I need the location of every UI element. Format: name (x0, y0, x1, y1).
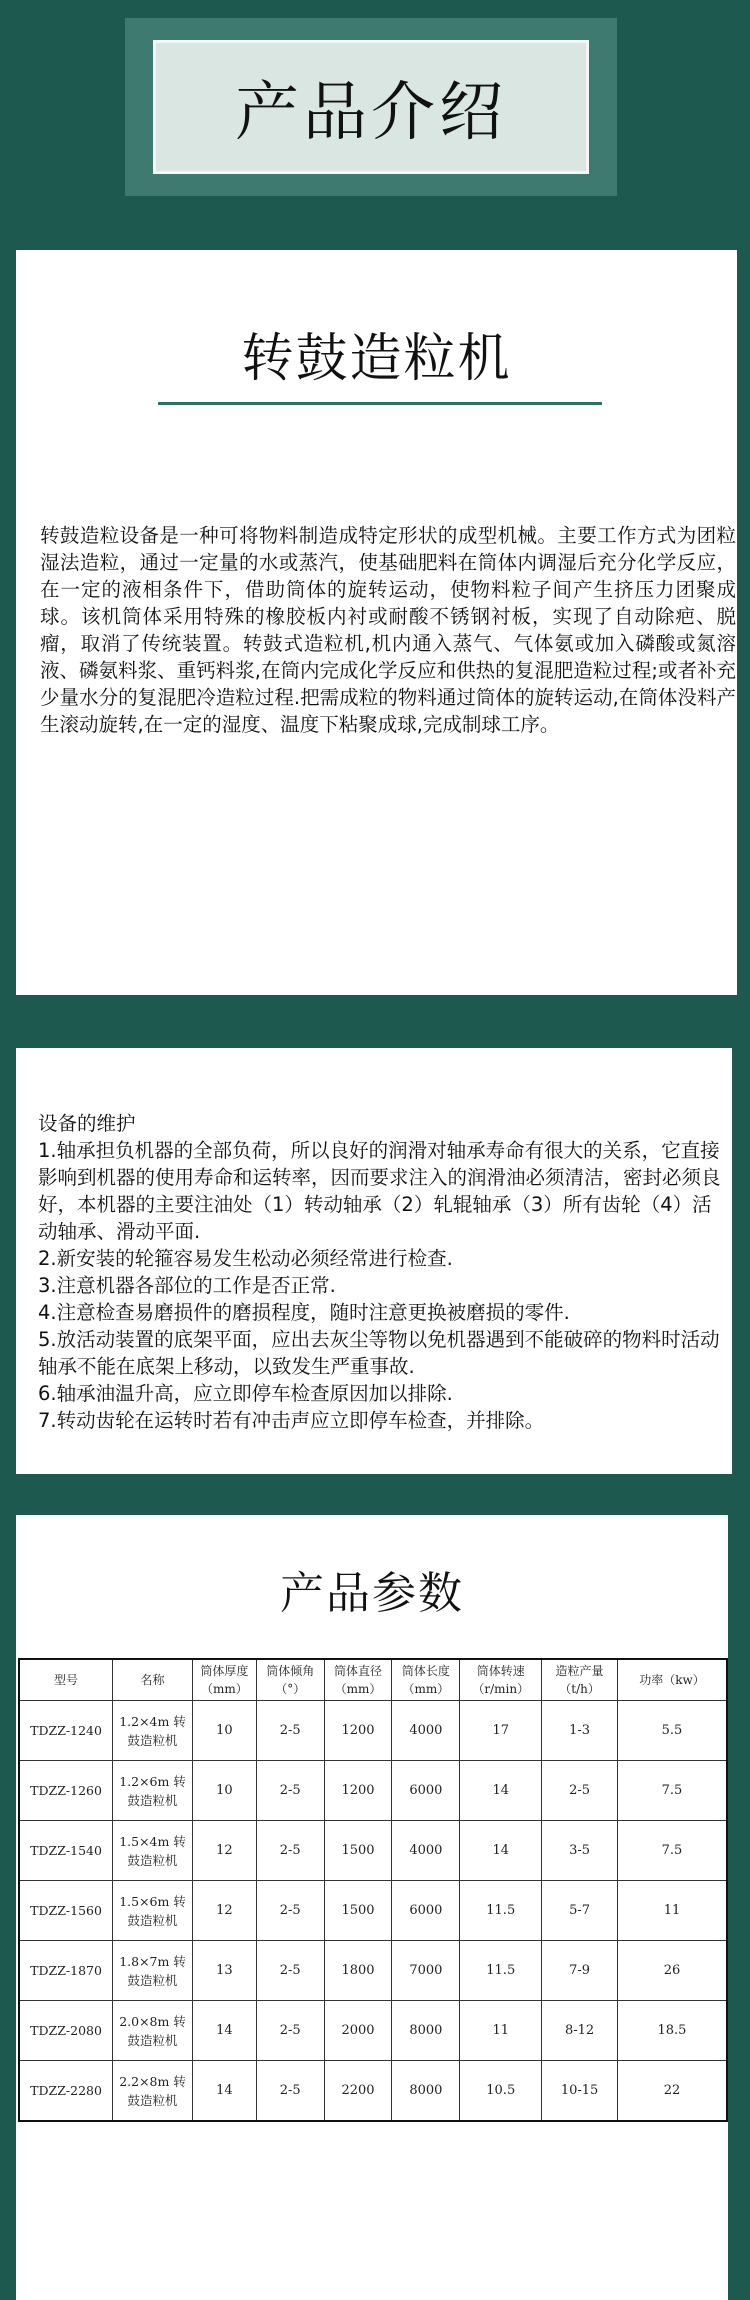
column-header: 筒体厚度（mm） (192, 1659, 256, 1701)
maintenance-item: 2.新安装的轮箍容易发生松动必须经常进行检查. (38, 1247, 453, 1270)
table-cell: 14 (460, 1761, 542, 1821)
table-cell: 3-5 (542, 1821, 618, 1881)
table-cell: 11.5 (460, 1941, 542, 2001)
table-cell: 1-3 (542, 1701, 618, 1761)
table-row (19, 1941, 727, 2001)
spec-table (18, 1658, 728, 2122)
table-cell: 1200 (324, 1701, 392, 1761)
table-cell: 13 (192, 1941, 256, 2001)
column-header: 功率（kw） (617, 1659, 727, 1701)
maintenance-list (38, 1137, 728, 1434)
table-cell: 1500 (324, 1881, 392, 1941)
table-cell: TDZZ-1540 (19, 1821, 113, 1881)
table-cell: 14 (192, 2001, 256, 2061)
table-row (19, 1761, 727, 1821)
table-cell: 2-5 (256, 1941, 324, 2001)
table-cell: 7-9 (542, 1941, 618, 2001)
table-cell: 2-5 (256, 2061, 324, 2122)
table-cell: 12 (192, 1821, 256, 1881)
table-cell: 14 (460, 1821, 542, 1881)
table-cell: 4000 (392, 1821, 460, 1881)
table-cell: 2200 (324, 2061, 392, 2122)
table-cell: 6000 (392, 1761, 460, 1821)
table-cell: 2000 (324, 2001, 392, 2061)
maintenance-item: 1.轴承担负机器的全部负荷，所以良好的润滑对轴承寿命有很大的关系，它直接影响到机器的使用寿命和运转率，因而要求注入的润滑油必须清洁，密封必须良好，本机器的主要注油处（1）转动轴承（2）轧辊轴承（3）所有齿轮（4）活动轴承、滑动平面. (38, 1139, 721, 1243)
table-cell: 6000 (392, 1881, 460, 1941)
table-cell: 11.5 (460, 1881, 542, 1941)
table-cell: 11 (617, 1881, 727, 1941)
maintenance-item: 5.放活动装置的底架平面，应出去灰尘等物以免机器遇到不能破碎的物料时活动轴承不能在底架上移动，以致发生严重事故. (38, 1328, 720, 1378)
table-cell: TDZZ-1560 (19, 1881, 113, 1941)
table-cell: 4000 (392, 1701, 460, 1761)
table-cell: 14 (192, 2061, 256, 2122)
table-cell: 1500 (324, 1821, 392, 1881)
column-header: 筒体长度（mm） (392, 1659, 460, 1701)
table-cell: TDZZ-1260 (19, 1761, 113, 1821)
table-row (19, 1701, 727, 1761)
table-cell: 12 (192, 1881, 256, 1941)
column-header: 筒体倾角（°） (256, 1659, 324, 1701)
column-header: 造粒产量（t/h） (542, 1659, 618, 1701)
maintenance-item: 7.转动齿轮在运转时若有冲击声应立即停车检查，并排除。 (38, 1409, 545, 1432)
header-banner (125, 18, 617, 196)
table-cell: 2-5 (256, 2001, 324, 2061)
table-cell: 10 (192, 1701, 256, 1761)
table-cell: 8-12 (542, 2001, 618, 2061)
title-divider (158, 402, 602, 405)
table-cell: 2-5 (256, 1821, 324, 1881)
table-cell: 10.5 (460, 2061, 542, 2122)
table-cell: 1.2×4m 转鼓造粒机 (113, 1701, 193, 1761)
maintenance-item: 6.轴承油温升高，应立即停车检查原因加以排除. (38, 1382, 453, 1405)
table-row (19, 1881, 727, 1941)
table-cell: 2.2×8m 转鼓造粒机 (113, 2061, 193, 2122)
maintenance-item: 3.注意机器各部位的工作是否正常. (38, 1274, 336, 1297)
table-cell: 17 (460, 1701, 542, 1761)
maintenance-title: 设备的维护 (38, 1112, 136, 1135)
table-cell: 2-5 (542, 1761, 618, 1821)
maintenance-item: 4.注意检查易磨损件的磨损程度，随时注意更换被磨损的零件. (38, 1301, 570, 1324)
table-cell: 5.5 (617, 1701, 727, 1761)
table-cell: 22 (617, 2061, 727, 2122)
product-name: 转鼓造粒机 (241, 329, 512, 389)
table-cell: 26 (617, 1941, 727, 2001)
params-title: 产品参数 (280, 1568, 464, 1619)
table-cell: 10-15 (542, 2061, 618, 2122)
table-cell: 2.0×8m 转鼓造粒机 (113, 2001, 193, 2061)
table-cell: 2-5 (256, 1701, 324, 1761)
table-cell: 8000 (392, 2001, 460, 2061)
table-cell: TDZZ-1240 (19, 1701, 113, 1761)
table-row (19, 1821, 727, 1881)
params-card (16, 1515, 728, 2300)
table-cell: 7.5 (617, 1761, 727, 1821)
table-cell: 11 (460, 2001, 542, 2061)
column-header: 筒体转速（r/min） (460, 1659, 542, 1701)
table-cell: 1.5×4m 转鼓造粒机 (113, 1821, 193, 1881)
product-description: 转鼓造粒设备是一种可将物料制造成特定形状的成型机械。主要工作方式为团粒湿法造粒，通过一定量的水或蒸汽，使基础肥料在筒体内调湿后充分化学反应，在一定的液相条件下，借助筒体的旋转运动，使物料粒子间产生挤压力团聚成球。该机筒体采用特殊的橡胶板内衬或耐酸不锈钢衬板，实现了自动除疤、脱瘤，取消了传统装置。转鼓式造粒机,机内通入蒸气、气体氨或加入磷酸或氮溶液、磷氨料浆、重钙料浆,在筒内完成化学反应和供热的复混肥造粒过程;或者补充少量水分的复混肥冷造粒过程.把需成粒的物料通过筒体的旋转运动,在筒体没料产生滚动旋转,在一定的湿度、温度下粘聚成球,完成制球工序。 (40, 524, 736, 736)
table-cell: 2-5 (256, 1881, 324, 1941)
table-cell: 18.5 (617, 2001, 727, 2061)
table-cell: 1.2×6m 转鼓造粒机 (113, 1761, 193, 1821)
table-cell: 1.8×7m 转鼓造粒机 (113, 1941, 193, 2001)
table-row (19, 2061, 727, 2122)
table-cell: 7000 (392, 1941, 460, 2001)
table-cell: 1800 (324, 1941, 392, 2001)
table-header-row (19, 1659, 727, 1701)
table-cell: 8000 (392, 2061, 460, 2122)
table-cell: TDZZ-1870 (19, 1941, 113, 2001)
intro-card (16, 250, 737, 995)
table-cell: 1200 (324, 1761, 392, 1821)
header-title-box (153, 40, 589, 174)
table-row (19, 2001, 727, 2061)
column-header: 筒体直径（mm） (324, 1659, 392, 1701)
table-cell: 7.5 (617, 1821, 727, 1881)
column-header: 型号 (19, 1659, 113, 1701)
maintenance-card (16, 1048, 732, 1474)
table-cell: 10 (192, 1761, 256, 1821)
table-cell: TDZZ-2280 (19, 2061, 113, 2122)
page-title: 产品介绍 (235, 76, 507, 150)
table-cell: 5-7 (542, 1881, 618, 1941)
column-header: 名称 (113, 1659, 193, 1701)
table-cell: 1.5×6m 转鼓造粒机 (113, 1881, 193, 1941)
table-cell: TDZZ-2080 (19, 2001, 113, 2061)
table-cell: 2-5 (256, 1761, 324, 1821)
maintenance-section (38, 1110, 728, 1434)
